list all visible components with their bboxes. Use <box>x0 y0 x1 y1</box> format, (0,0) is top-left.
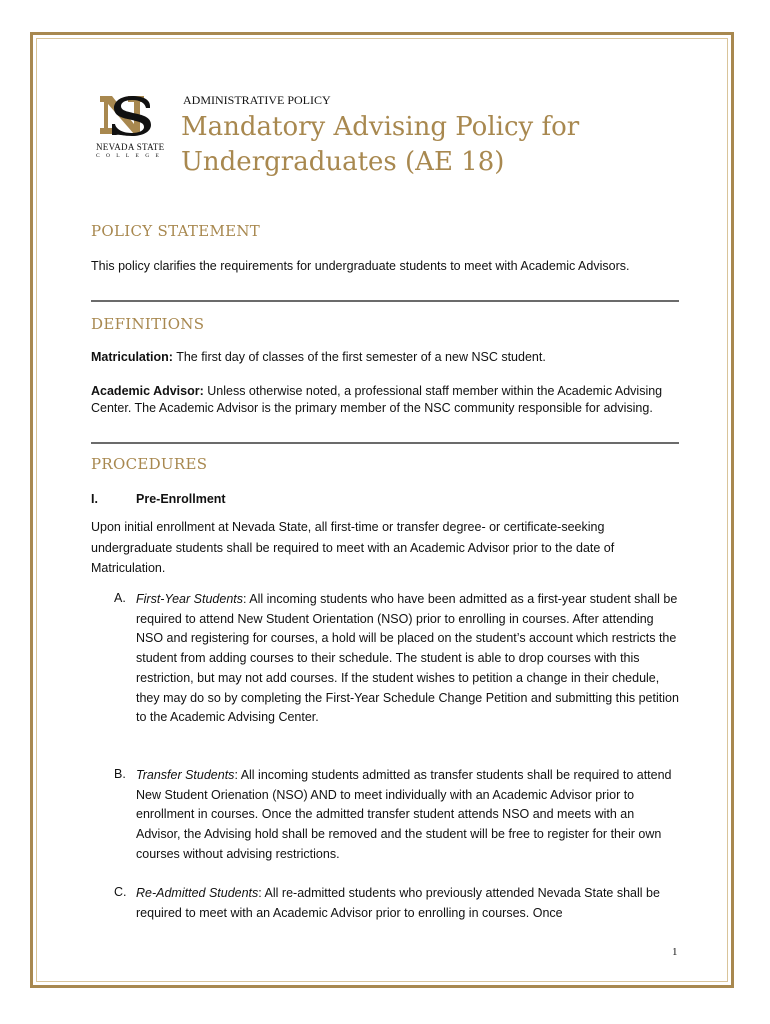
item-letter-a: A. <box>114 591 126 605</box>
procedure-item-readmitted <box>136 884 681 923</box>
section-divider <box>91 300 679 302</box>
title-line-1: Mandatory Advising Policy for <box>181 112 580 142</box>
procedure-section-title: Pre-Enrollment <box>136 492 226 506</box>
page-title <box>181 110 701 180</box>
item-text: : All incoming students who have been admitted as a first-year student shall be required to attend New Student Orientation (NSO) prior to enrolling in courses. After attending NSO and registering for courses, a hold will be placed on the student’s account which restricts the student from adding courses to their schedule. The student is able to drop courses with this restriction, but may not add courses. If the student wishes to petition a change in their chedule, they may do so by completing the First-Year Schedule Change Petition and submitting this petition to the Academic Advising Center. <box>136 592 679 725</box>
procedure-item-first-year <box>136 590 681 728</box>
policy-statement-text: This policy clarifies the requirements for undergraduate students to meet with Academic Advisors. <box>91 259 630 273</box>
page-number: 1 <box>672 946 678 958</box>
title-line-2: Undergraduates (AE 18) <box>181 147 505 177</box>
item-label: Transfer Students <box>136 768 235 782</box>
policy-statement-heading: POLICY STATEMENT <box>91 222 261 240</box>
ns-monogram-icon <box>98 94 154 138</box>
section-divider <box>91 442 679 444</box>
procedure-section-number: I. <box>91 492 98 506</box>
item-label: First-Year Students <box>136 592 243 606</box>
definition-text: The first day of classes of the first semester of a new NSC student. <box>172 350 546 364</box>
definition-matriculation <box>91 349 679 366</box>
definition-term: Matriculation: <box>91 350 173 364</box>
logo-wordmark-college: COLLEGE <box>96 153 166 159</box>
item-letter-c: C. <box>114 885 127 899</box>
definition-text: Unless otherwise noted, a professional staff member within the Academic Advising Center. The Academic Advisor is the primary member of the NSC community responsible for advising. <box>91 384 663 415</box>
item-letter-b: B. <box>114 767 126 781</box>
procedures-heading: PROCEDURES <box>91 455 208 473</box>
definition-academic-advisor <box>91 383 679 417</box>
logo-wordmark-nevada-state: NEVADA STATE <box>96 142 165 152</box>
document-category: ADMINISTRATIVE POLICY <box>183 93 331 107</box>
definition-term: Academic Advisor: <box>91 384 204 398</box>
procedures-intro: Upon initial enrollment at Nevada State, all first-time or transfer degree- or certificate-seeking undergraduate students shall be required to meet with an Academic Advisor prior to the date of Matriculation. <box>91 520 615 575</box>
item-text: : All incoming students admitted as transfer students shall be required to attend New Student Orienation (NSO) AND to meet individually with an Academic Advisor prior to enrollment in courses. Once the admitted transfer student attends NSO and meets with an Advisor, the Advising hold shall be removed and the student will be free to register for their own courses without advising restrictions. <box>136 768 672 861</box>
item-label: Re-Admitted Students <box>136 886 259 900</box>
item-text: : All re-admitted students who previously attended Nevada State shall be required to meet with an Academic Advisor prior to enrolling in courses. Once <box>136 886 660 920</box>
nevada-state-college-logo <box>94 94 174 158</box>
procedure-item-transfer <box>136 766 681 865</box>
definitions-heading: DEFINITIONS <box>91 315 205 333</box>
